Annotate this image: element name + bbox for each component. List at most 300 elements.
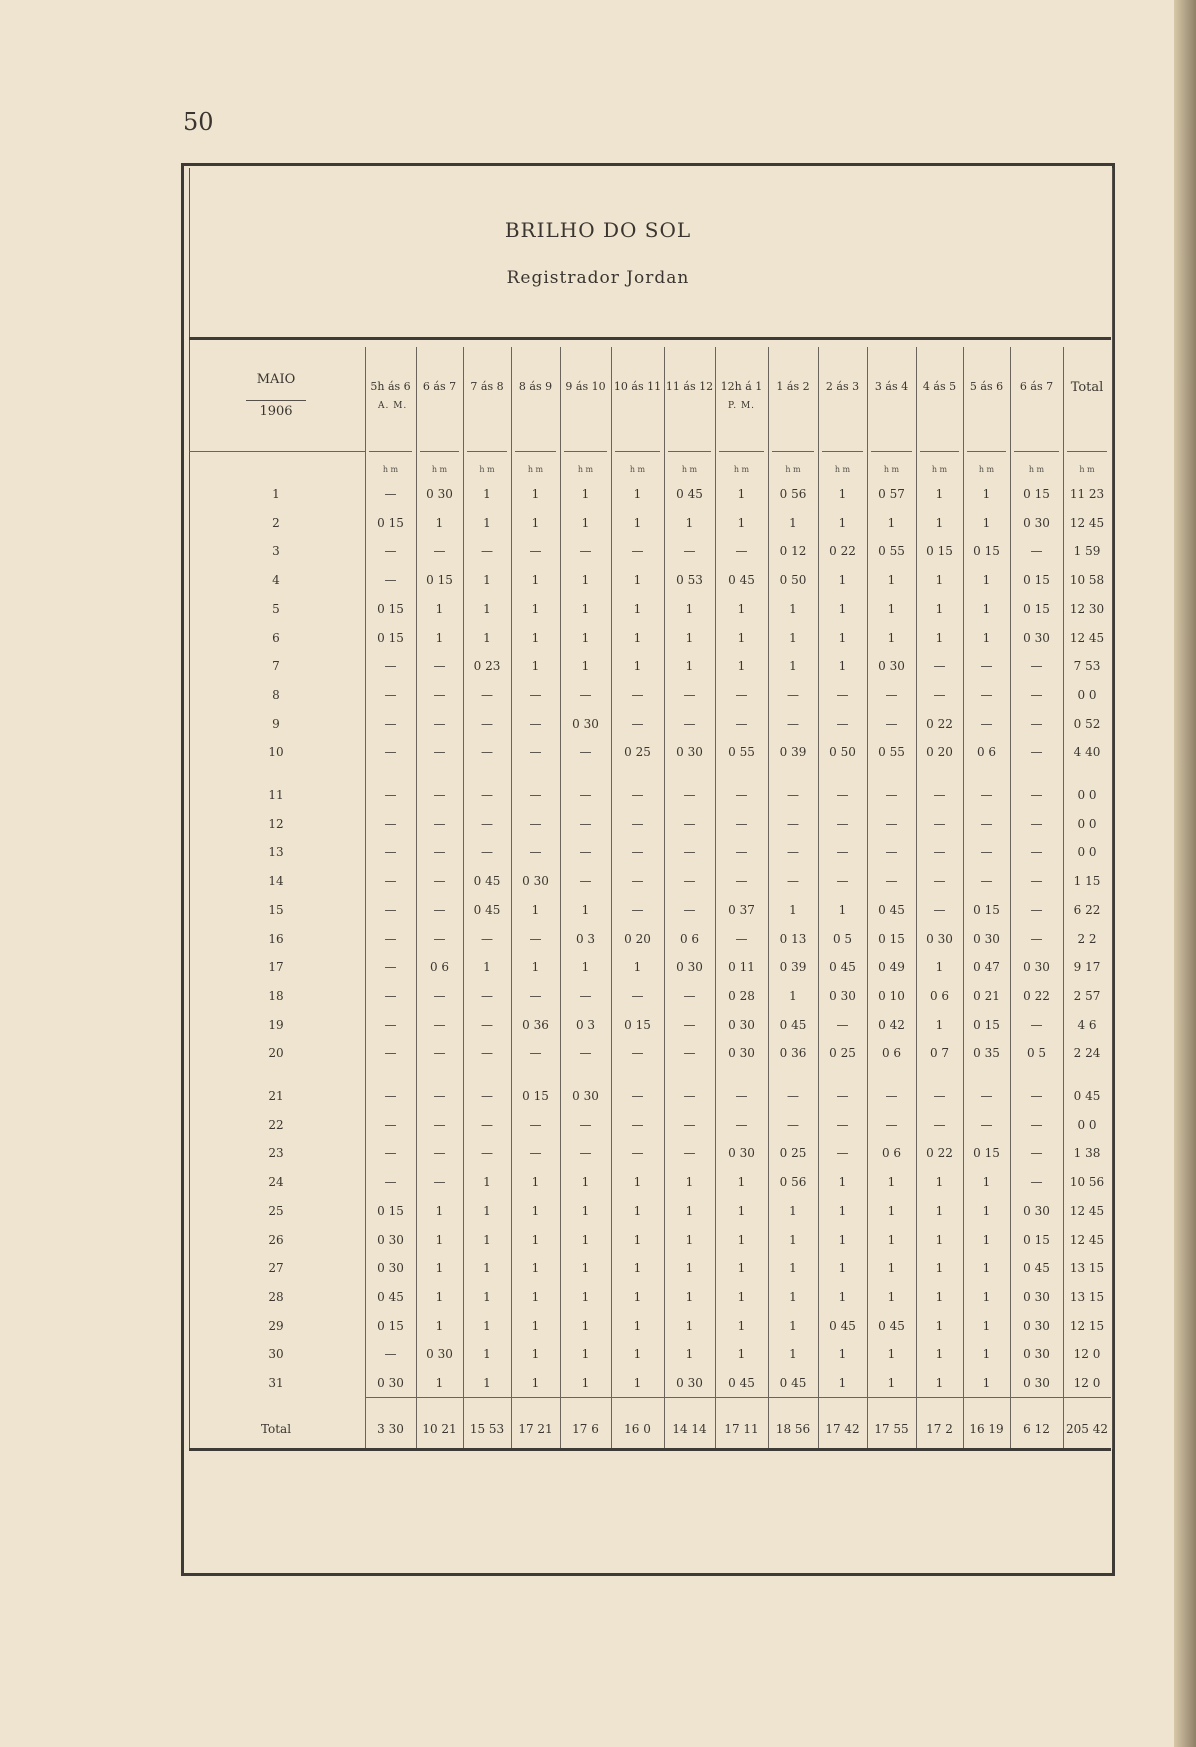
table-cell: 1 (789, 659, 797, 674)
column-header: 6 ás 7 (422, 380, 457, 393)
table-cell: — (735, 544, 748, 559)
table-cell: 1 (531, 1318, 540, 1333)
table-cell: — (933, 1089, 946, 1103)
table-cell: 0 20 (926, 745, 953, 760)
column-header: 12h á 1 (720, 380, 763, 393)
table-cell: 0 6 (929, 988, 950, 1003)
table-cell: — (631, 544, 644, 559)
table-cell: — (885, 687, 898, 702)
day-label: 30 (268, 1347, 284, 1362)
header-column-rule (871, 451, 912, 452)
table-cell: 1 (483, 601, 491, 616)
table-cell: 0 15 (377, 601, 404, 616)
table-cell: 1 (581, 1203, 590, 1218)
table-cell: — (481, 1046, 493, 1061)
table-cell: — (885, 874, 898, 889)
unit-label: h m (431, 465, 448, 474)
table-cell: 0 15 (426, 573, 453, 588)
table-cell: — (433, 902, 446, 917)
table-cell: 0 45 (1023, 1261, 1050, 1276)
header-column-rule (719, 451, 764, 452)
table-cell: 0 45 (1073, 1089, 1101, 1103)
day-label: 4 (272, 573, 280, 588)
table-cell: — (735, 687, 748, 702)
table-cell: 1 (935, 1232, 944, 1247)
table-cell: 2 2 (1077, 931, 1097, 946)
table-cell: 0 55 (878, 544, 905, 559)
table-cell: — (683, 874, 696, 889)
table-cell: 1 (435, 1261, 444, 1276)
page-title: BRILHO DO SOL (504, 218, 692, 242)
table-cell: 0 45 (473, 874, 501, 889)
day-label: 6 (272, 630, 280, 645)
table-cell: 1 (935, 515, 944, 530)
table-cell: — (384, 716, 397, 731)
table-cell: 1 (633, 1232, 642, 1247)
table-cell: 1 (633, 1318, 642, 1333)
table-cell: — (836, 1146, 849, 1161)
am-label: A. M. (378, 401, 408, 411)
table-cell: 0 23 (473, 659, 501, 674)
table-cell: 1 (633, 1347, 642, 1362)
table-cell: — (1030, 745, 1043, 760)
table-cell: 1 (887, 1203, 896, 1218)
total-cell: 15 53 (469, 1422, 505, 1436)
table-cell: — (481, 1017, 493, 1032)
table-cell: — (980, 788, 993, 802)
table-cell: — (433, 788, 446, 802)
table-inner-frame (189, 168, 1113, 1449)
table-cell: 1 (483, 960, 491, 975)
table-cell: 1 (935, 487, 944, 501)
table-cell: 1 (935, 960, 944, 975)
table-cell: 0 15 (377, 1318, 404, 1333)
table-cell: 0 12 (779, 544, 807, 559)
table-cell: — (631, 1117, 644, 1132)
column-divider (916, 347, 917, 1448)
table-cell: 1 (982, 1289, 991, 1304)
total-cell: 14 14 (672, 1422, 707, 1436)
table-cell: 1 (887, 1261, 896, 1276)
table-cell: — (1030, 788, 1043, 802)
table-cell: 1 (581, 1175, 590, 1190)
table-cell: 1 (685, 659, 694, 674)
total-cell: 18 56 (775, 1422, 811, 1436)
table-cell: 0 15 (1023, 487, 1050, 501)
table-cell: 0 0 (1077, 816, 1097, 831)
table-cell: 1 (838, 1203, 847, 1218)
table-cell: 0 15 (1023, 601, 1050, 616)
table-cell: 1 (531, 1289, 540, 1304)
table-cell: — (683, 1046, 696, 1061)
table-cell: 0 30 (522, 874, 549, 889)
table-cell: 1 (435, 630, 444, 645)
table-cell: 0 30 (676, 1376, 703, 1390)
table-cell: — (579, 988, 592, 1003)
table-cell: — (683, 1146, 696, 1161)
table-cell: — (683, 816, 696, 831)
table-cell: 1 (737, 1289, 746, 1304)
table-cell: 1 (789, 1203, 797, 1218)
table-cell: 7 53 (1073, 659, 1101, 674)
table-cell: 1 (581, 630, 590, 645)
column-header: 11 ás 12 (665, 380, 714, 393)
table-cell: 0 0 (1077, 1117, 1097, 1132)
table-cell: 1 (531, 601, 540, 616)
day-label: 9 (272, 716, 280, 731)
table-cell: 1 (483, 1175, 491, 1190)
table-cell: — (579, 816, 592, 831)
table-cell: 0 30 (973, 931, 1000, 946)
table-cell: 1 (685, 1261, 694, 1276)
table-cell: 1 (531, 1203, 540, 1218)
table-cell: 1 (935, 573, 944, 588)
table-cell: — (481, 816, 493, 831)
table-cell: 1 (887, 1347, 896, 1362)
table-cell: — (683, 687, 696, 702)
table-cell: — (529, 931, 542, 946)
table-cell: 1 (838, 659, 847, 674)
table-cell: 1 59 (1073, 544, 1101, 559)
table-cell: 1 (435, 1203, 444, 1218)
table-cell: 0 45 (676, 487, 703, 501)
table-cell: 0 45 (473, 902, 501, 917)
table-cell: — (1030, 1017, 1043, 1032)
day-label: 16 (268, 931, 284, 946)
table-cell: — (1030, 1175, 1043, 1190)
table-cell: 1 (581, 1376, 590, 1390)
table-cell: — (1030, 845, 1043, 860)
table-cell: 0 10 (878, 988, 905, 1003)
table-cell: — (384, 845, 397, 860)
table-cell: 1 (633, 1203, 642, 1218)
column-header: 9 ás 10 (565, 380, 606, 393)
table-cell: 1 (685, 1347, 694, 1362)
table-cell: 1 (531, 1376, 540, 1390)
unit-label: h m (1079, 465, 1095, 474)
table-cell: — (787, 788, 799, 802)
table-cell: 1 (483, 1376, 491, 1390)
header-column-rule (822, 451, 863, 452)
column-divider (715, 347, 716, 1448)
table-cell: — (735, 788, 748, 802)
table-cell: 0 30 (1023, 1347, 1050, 1362)
table-cell: 0 45 (728, 573, 755, 588)
header-column-rule (564, 451, 607, 452)
page-subtitle: Registrador Jordan (506, 268, 690, 288)
total-cell: 17 21 (518, 1422, 553, 1436)
table-cell: — (980, 874, 993, 889)
day-label: 18 (268, 988, 284, 1003)
table-cell: 11 23 (1069, 487, 1105, 501)
unit-label: h m (931, 465, 948, 474)
table-cell: 0 42 (878, 1017, 905, 1032)
table-cell: — (384, 1089, 397, 1103)
table-cell: — (433, 745, 446, 760)
table-cell: 1 (685, 1318, 694, 1333)
table-cell: 0 7 (929, 1046, 950, 1061)
table-cell: 0 25 (624, 745, 651, 760)
table-cell: 1 (737, 1175, 746, 1190)
table-cell: 1 (789, 1289, 797, 1304)
table-cell: 1 (838, 1347, 847, 1362)
table-cell: — (885, 845, 898, 860)
table-cell: 1 (581, 573, 590, 588)
table-cell: 0 30 (426, 487, 453, 501)
table-cell: 1 (789, 515, 797, 530)
table-cell: 1 (483, 1347, 491, 1362)
table-cell: — (481, 931, 493, 946)
header-column-rule (420, 451, 459, 452)
table-cell: 1 (581, 1232, 590, 1247)
table-cell: 4 6 (1077, 1017, 1097, 1032)
table-cell: 1 (633, 960, 642, 975)
table-cell: — (579, 745, 592, 760)
table-cell: — (433, 544, 446, 559)
table-cell: 1 38 (1073, 1146, 1101, 1161)
day-label: 28 (268, 1289, 284, 1304)
table-cell: — (836, 816, 849, 831)
table-cell: 12 45 (1069, 1232, 1105, 1247)
table-cell: 0 30 (1023, 1376, 1050, 1390)
table-cell: — (631, 716, 644, 731)
table-cell: 1 (737, 487, 746, 501)
table-cell: 1 (982, 630, 991, 645)
table-cell: — (885, 716, 898, 731)
table-cell: — (631, 788, 644, 802)
table-cell: 0 45 (878, 1318, 905, 1333)
table-cell: — (529, 988, 542, 1003)
table-cell: 0 55 (728, 745, 755, 760)
table-cell: 1 (483, 487, 491, 501)
table-cell: — (579, 874, 592, 889)
table-cell: — (631, 902, 644, 917)
table-cell: — (683, 788, 696, 802)
table-cell: 1 (685, 515, 694, 530)
table-cell: 0 30 (878, 659, 905, 674)
total-label: Total (260, 1422, 292, 1436)
table-cell: — (579, 788, 592, 802)
table-cell: — (683, 1089, 696, 1103)
table-cell: 0 45 (779, 1376, 807, 1390)
table-cell: 1 (581, 960, 590, 975)
table-cell: 1 (483, 1203, 491, 1218)
table-cell: — (885, 1089, 898, 1103)
table-cell: 1 (737, 1232, 746, 1247)
table-cell: 1 (887, 1376, 896, 1390)
table-cell: 0 3 (575, 931, 596, 946)
table-cell: — (836, 1017, 849, 1032)
table-cell: 1 (435, 1318, 444, 1333)
table-cell: 0 30 (572, 1089, 599, 1103)
unit-label: h m (834, 465, 851, 474)
table-cell: — (933, 659, 946, 674)
table-cell: — (579, 687, 592, 702)
table-cell: — (836, 1089, 849, 1103)
table-cell: 0 15 (973, 902, 1000, 917)
column-divider (1063, 347, 1064, 1448)
table-cell: 0 15 (377, 515, 404, 530)
table-cell: 0 15 (973, 544, 1000, 559)
table-cell: 1 (435, 1376, 444, 1390)
table-cell: — (384, 1046, 397, 1061)
table-cell: — (384, 874, 397, 889)
header-column-rule (615, 451, 660, 452)
total-top-rule (365, 1397, 1111, 1398)
table-cell: 1 (531, 1175, 540, 1190)
table-cell: 1 (982, 1318, 991, 1333)
column-header: 5 ás 6 (969, 380, 1004, 393)
table-cell: — (384, 544, 397, 559)
table-cell: 0 6 (976, 745, 997, 760)
table-cell: 1 (838, 487, 847, 501)
table-cell: 0 30 (676, 960, 703, 975)
table-cell: — (933, 816, 946, 831)
table-cell: 1 (982, 1347, 991, 1362)
table-cell: 0 45 (779, 1017, 807, 1032)
table-cell: 0 21 (973, 988, 1000, 1003)
table-cell: 1 (935, 1318, 944, 1333)
table-cell: — (735, 1117, 748, 1132)
table-cell: 0 22 (1023, 988, 1050, 1003)
table-cell: 0 5 (832, 931, 853, 946)
total-cell: 10 21 (422, 1422, 457, 1436)
pm-label: P. M. (728, 401, 756, 411)
day-label: 25 (268, 1203, 284, 1218)
table-cell: 2 57 (1073, 988, 1101, 1003)
table-cell: 0 30 (1023, 1289, 1050, 1304)
table-cell: 1 (633, 515, 642, 530)
table-cell: — (481, 788, 493, 802)
table-cell: 1 (982, 573, 991, 588)
total-cell: 17 6 (572, 1422, 599, 1436)
table-cell: 1 15 (1073, 874, 1101, 889)
table-cell: — (787, 687, 799, 702)
table-cell: 1 (935, 1017, 944, 1032)
total-cell: 205 42 (1066, 1422, 1108, 1436)
total-cell: 17 42 (825, 1422, 860, 1436)
table-cell: 0 0 (1077, 845, 1097, 860)
table-cell: — (481, 845, 493, 860)
table-cell: — (933, 874, 946, 889)
table-cell: 1 (789, 1232, 797, 1247)
table-cell: — (885, 1117, 898, 1132)
column-divider (867, 347, 868, 1448)
table-cell: 1 (935, 601, 944, 616)
table-cell: — (631, 816, 644, 831)
table-cell: 0 30 (1023, 1318, 1050, 1333)
table-cell: 0 15 (377, 1203, 404, 1218)
column-divider (768, 347, 769, 1448)
column-header: 6 ás 7 (1019, 380, 1054, 393)
table-cell: — (980, 845, 993, 860)
table-cell: — (579, 1146, 592, 1161)
table-cell: 1 (531, 487, 540, 501)
column-header: 2 ás 3 (825, 380, 860, 393)
table-cell: — (1030, 659, 1043, 674)
header-column-rule (369, 451, 412, 452)
table-cell: 1 (435, 1289, 444, 1304)
table-cell: 1 (531, 573, 540, 588)
table-cell: 0 30 (728, 1146, 755, 1161)
table-cell: 0 30 (572, 716, 599, 731)
table-cell: 0 30 (377, 1232, 404, 1247)
table-cell: 0 30 (676, 745, 703, 760)
table-cell: — (529, 716, 542, 731)
table-cell: 1 (935, 1175, 944, 1190)
table-cell: 1 (838, 573, 847, 588)
table-cell: 0 45 (829, 960, 856, 975)
table-cell: 0 30 (926, 931, 953, 946)
table-cell: 1 (633, 630, 642, 645)
table-cell: — (433, 1089, 446, 1103)
table-cell: — (481, 745, 493, 760)
table-cell: 1 (581, 1289, 590, 1304)
table-cell: 9 17 (1073, 960, 1101, 975)
table-cell: 1 (789, 1347, 797, 1362)
table-cell: 0 15 (1023, 573, 1050, 588)
table-cell: — (433, 1175, 446, 1190)
table-cell: — (433, 1117, 446, 1132)
table-cell: — (433, 816, 446, 831)
header-column-rule (920, 451, 959, 452)
column-divider (560, 347, 561, 1448)
table-cell: — (631, 687, 644, 702)
table-cell: 0 56 (779, 487, 807, 501)
table-cell: — (683, 902, 696, 917)
table-cell: 1 (887, 1289, 896, 1304)
total-cell: 16 19 (969, 1422, 1004, 1436)
table-cell: 1 (581, 902, 590, 917)
table-cell: — (433, 1146, 446, 1161)
table-cell: — (735, 874, 748, 889)
table-cell: 1 (581, 1347, 590, 1362)
table-cell: 0 45 (377, 1289, 404, 1304)
table-cell: 1 (887, 573, 896, 588)
day-label: 23 (268, 1146, 284, 1161)
table-cell: 12 45 (1069, 515, 1105, 530)
table-cell: 0 15 (624, 1017, 651, 1032)
unit-label: h m (733, 465, 750, 474)
table-cell: — (384, 1017, 397, 1032)
table-cell: 12 0 (1073, 1376, 1101, 1390)
table-cell: 1 (685, 1232, 694, 1247)
table-cell: — (529, 1117, 542, 1132)
table-cell: 1 (737, 630, 746, 645)
table-cell: — (384, 1117, 397, 1132)
table-cell: — (384, 487, 397, 501)
table-cell: 0 15 (522, 1089, 549, 1103)
unit-label: h m (527, 465, 544, 474)
table-cell: 1 (982, 1203, 991, 1218)
table-cell: — (631, 874, 644, 889)
year-label: 1906 (246, 400, 306, 419)
table-cell: 12 45 (1069, 630, 1105, 645)
table-cell: — (735, 816, 748, 831)
day-label: 26 (268, 1232, 284, 1247)
column-divider (1010, 347, 1011, 1448)
table-cell: 0 39 (779, 960, 807, 975)
table-cell: 0 25 (779, 1146, 807, 1161)
table-cell: 1 (789, 601, 797, 616)
column-divider (511, 347, 512, 1448)
table-cell: — (1030, 687, 1043, 702)
table-cell: 1 (531, 630, 540, 645)
table-cell: 4 40 (1073, 745, 1101, 760)
table-cell: 1 (887, 630, 896, 645)
table-cell: 13 15 (1069, 1261, 1105, 1276)
table-cell: — (787, 1117, 799, 1132)
